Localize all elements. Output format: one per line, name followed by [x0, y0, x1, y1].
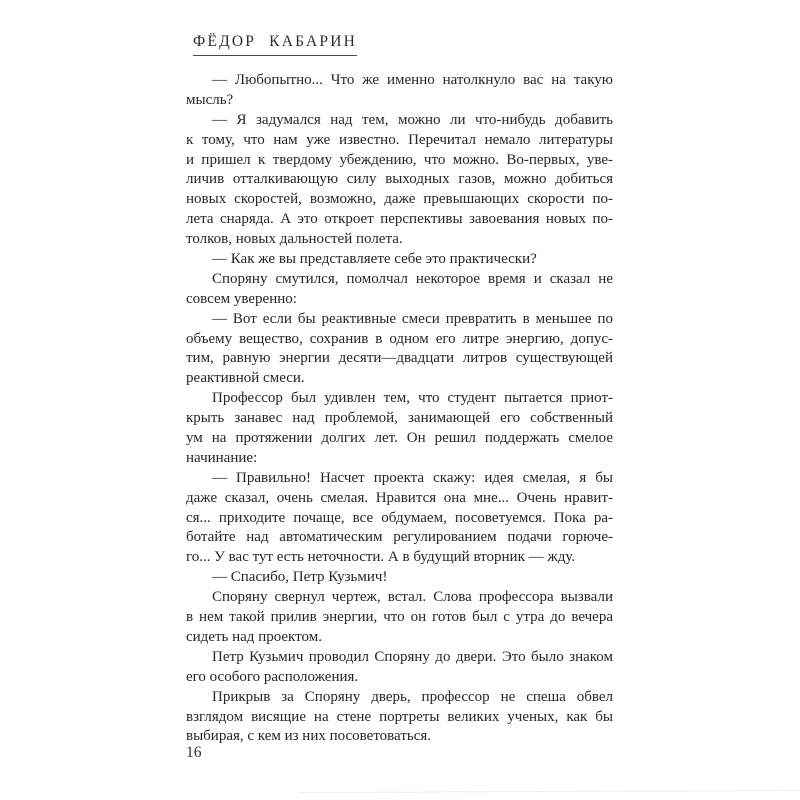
text-line: Профессор был удивлен тем, что студент пытается приот-: [212, 390, 613, 407]
text-line: ся... приходите почаще, все обдумаем, посоветуемся. Пока ра-: [186, 509, 613, 526]
text-line: объему вещество, сохранив в одном его литре энергию, допус-: [186, 330, 613, 347]
page-text: [186, 71, 613, 747]
text-line: сидеть над проектом.: [186, 628, 322, 645]
text-line: личив отталкивающую силу выходных газов, можно добиться: [186, 171, 613, 188]
text-line: тим, равную энергии десяти—двадцати литров существующей: [186, 350, 613, 367]
text-line: — Вот если бы реактивные смеси превратить в меньшее по: [212, 310, 613, 327]
text-line: толков, новых дальностей полета.: [186, 231, 403, 248]
text-line: Споряну свернул чертеж, встал. Слова профессора вызвали: [212, 589, 613, 606]
text-line: — Правильно! Насчет проекта скажу: идея смелая, я бы: [212, 469, 613, 486]
text-line: — Спасибо, Петр Кузьмич!: [212, 569, 388, 586]
text-line: и пришел к твердому убеждению, что можно. Во-первых, уве-: [186, 151, 613, 168]
text-line: в нем такой прилив энергии, что он готов был с утра до вечера: [186, 609, 613, 626]
text-line: ум на протяжении долгих лет. Он решил поддержать смелое: [186, 430, 613, 447]
text-line: — Как же вы представляете себе это практически?: [212, 251, 537, 268]
text-line: Петр Кузьмич проводил Споряну до двери. Это было знаком: [212, 648, 613, 665]
text-line: — Любопытно... Что же именно натолкнуло вас на такую: [212, 72, 613, 88]
text-line: лета снаряда. А это откроет перспективы завоевания новых по-: [186, 211, 613, 228]
text-line: го... У вас тут есть неточности. А в будущий вторник — жду.: [186, 549, 576, 566]
page-edge-artifact: [300, 790, 800, 793]
text-line: Споряну смутился, помолчал некоторое время и сказал не: [212, 270, 613, 287]
text-line: реактивной смеси.: [186, 370, 305, 387]
text-line: совсем уверенно:: [186, 290, 297, 307]
text-line: мысль?: [186, 91, 234, 108]
text-line: крыть занавес над проблемой, занимающей его собственный: [186, 410, 613, 427]
text-line: новых скоростей, возможно, даже превышающих скорости по-: [186, 191, 613, 208]
text-line: ботайте над автоматическим регулированием подачи горюче-: [186, 529, 613, 546]
text-line: Прикрыв за Споряну дверь, профессор не спеша обвел: [212, 688, 613, 705]
text-line: — Я задумался над тем, можно ли что-нибудь добавить: [212, 111, 613, 128]
text-line: даже сказал, очень смелая. Нравится она мне... Очень нравит-: [186, 489, 613, 506]
text-line: его особого расположения.: [186, 668, 359, 685]
text-line: выбирая, с кем из них посоветоваться.: [186, 728, 432, 745]
text-line: начинание:: [186, 449, 258, 466]
text-line: взглядом висящие на стене портреты великих ученых, как бы: [186, 708, 613, 725]
page-number: 16: [186, 744, 202, 761]
author-header: ФЁДОР КАБАРИН: [193, 33, 357, 56]
text-line: к тому, что нам уже известно. Перечитал немало литературы: [186, 131, 613, 148]
